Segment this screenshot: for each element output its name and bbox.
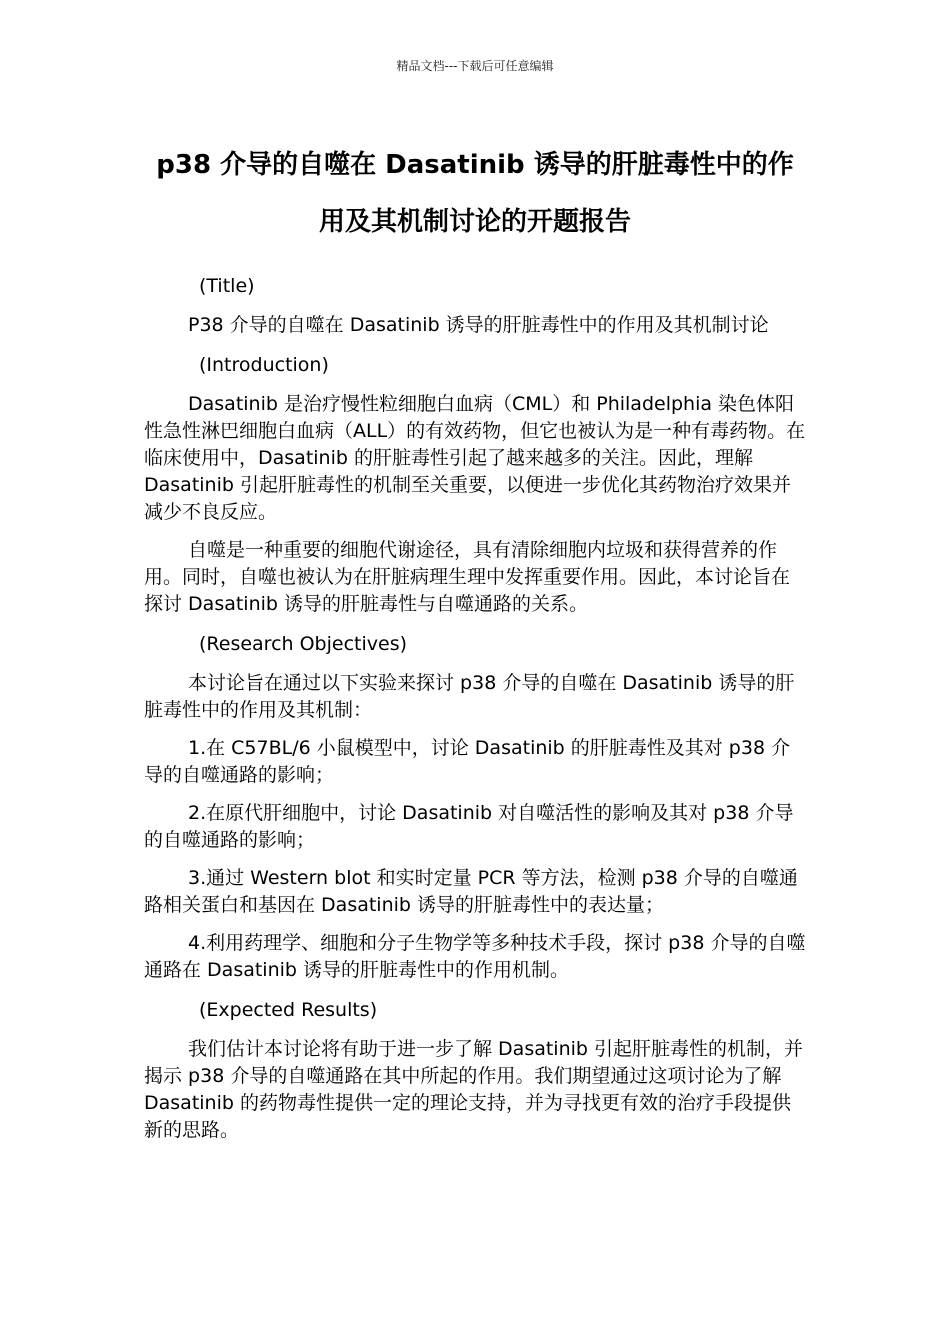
title-section-heading: (Title) xyxy=(199,275,255,297)
title-section-text: P38 介导的自噬在 Dasatinib 诱导的肝脏毒性中的作用及其机制讨论 xyxy=(188,314,769,336)
objective-item-4: 4.利用药理学、细胞和分子生物学等多种技术手段，探讨 p38 介导的自噬通路在 Dasatinib 诱导的肝脏毒性中的作用机制。 xyxy=(144,932,806,981)
introduction-paragraph-2: 自噬是一种重要的细胞代谢途径，具有清除细胞内垃圾和获得营养的作用。同时，自噬也被认为在肝脏病理生理中发挥重要作用。因此，本讨论旨在探讨 Dasatinib 诱导的肝脏毒性与自噬通路的关系。 xyxy=(144,539,791,615)
introduction-heading: (Introduction) xyxy=(199,354,329,376)
introduction-paragraph-1: Dasatinib 是治疗慢性粒细胞白血病（CML）和 Philadelphia 染色体阳性急性淋巴细胞白血病（ALL）的有效药物，但它也被认为是一种有毒药物。在临床使用中，Dasatinib 的肝脏毒性引起了越来越多的关注。因此，理解 Dasatinib 引起肝脏毒性的机制至关重要，以便进一步优化其药物治疗效果并减少不良反应。 xyxy=(144,393,806,523)
document-title xyxy=(120,137,830,251)
expected-results-heading: (Expected Results) xyxy=(199,999,378,1021)
research-objectives-heading: (Research Objectives) xyxy=(199,633,408,655)
header-note: 精品文档---下载后可任意编辑 xyxy=(396,59,554,73)
objective-item-3: 3.通过 Western blot 和实时定量 PCR 等方法，检测 p38 介导的自噬通路相关蛋白和基因在 Dasatinib 诱导的肝脏毒性中的表达量； xyxy=(144,867,798,916)
title-line-1: p38 介导的自噬在 Dasatinib 诱导的肝脏毒性中的作 xyxy=(156,150,794,180)
objective-item-1: 1.在 C57BL/6 小鼠模型中，讨论 Dasatinib 的肝脏毒性及其对 p38 介导的自噬通路的影响； xyxy=(144,737,791,786)
document-body xyxy=(144,271,808,1155)
expected-results-text: 我们估计本讨论将有助于进一步了解 Dasatinib 引起肝脏毒性的机制，并揭示 p38 介导的自噬通路在其中所起的作用。我们期望通过这项讨论为了解 Dasatinib 的药物毒性提供一定的理论支持，并为寻找更有效的治疗手段提供新的思路。 xyxy=(144,1038,804,1141)
objective-item-2: 2.在原代肝细胞中，讨论 Dasatinib 对自噬活性的影响及其对 p38 介导的自噬通路的影响； xyxy=(144,802,794,851)
title-line-2: 用及其机制讨论的开题报告 xyxy=(318,207,631,237)
research-objectives-intro: 本讨论旨在通过以下实验来探讨 p38 介导的自噬在 Dasatinib 诱导的肝脏毒性中的作用及其机制： xyxy=(144,672,795,721)
